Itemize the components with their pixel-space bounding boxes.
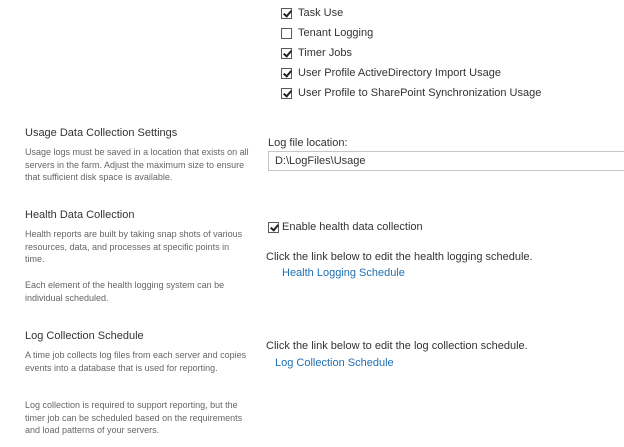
health-data-description: Health reports are built by taking snap shots of various resources, data, and processes at specific points in time. — [25, 229, 243, 264]
log-collection-description-2: Log collection is required to support reporting, but the timer job can be scheduled based on the requirements and load patterns of your servers. — [25, 400, 243, 435]
usage-data-section-title: Usage Data Collection Settings — [25, 127, 178, 139]
enable-health-label: Enable health data collection — [282, 221, 423, 233]
checkbox-row-tenant-logging[interactable] — [281, 25, 373, 41]
tenant-logging-label: Tenant Logging — [298, 27, 374, 39]
log-file-location-label: Log file location: — [268, 137, 348, 149]
sp-sync-usage-label: User Profile to SharePoint Synchronization Usage — [298, 87, 542, 99]
usage-data-description: Usage logs must be saved in a location that exists on all servers in the farm. Adjust the maximum size to ensure that sufficient disk space is available. — [25, 147, 249, 182]
health-data-description-2: Each element of the health logging system can be individual scheduled. — [25, 280, 225, 303]
log-collection-schedule-link[interactable]: Log Collection Schedule — [275, 357, 394, 369]
sp-sync-usage-checkbox[interactable] — [281, 88, 292, 99]
enable-health-checkbox[interactable] — [268, 222, 279, 233]
checkbox-row-ad-import-usage[interactable] — [281, 65, 501, 81]
checkbox-row-timer-jobs[interactable] — [281, 45, 352, 61]
timer-jobs-checkbox[interactable] — [281, 48, 292, 59]
checkbox-row-task-use[interactable] — [281, 5, 343, 21]
log-collection-description: A time job collects log files from each server and copies events into a database that is used for reporting. — [25, 350, 247, 373]
timer-jobs-label: Timer Jobs — [298, 47, 352, 59]
health-schedule-instruction: Click the link below to edit the health logging schedule. — [266, 251, 533, 263]
ad-import-usage-checkbox[interactable] — [281, 68, 292, 79]
log-collection-instruction: Click the link below to edit the log collection schedule. — [266, 340, 528, 352]
task-use-label: Task Use — [298, 7, 344, 19]
enable-health-row[interactable] — [268, 219, 423, 235]
log-collection-section-title: Log Collection Schedule — [25, 330, 144, 342]
log-file-location-input[interactable] — [268, 151, 624, 171]
health-data-section-title: Health Data Collection — [25, 209, 135, 221]
tenant-logging-checkbox[interactable] — [281, 28, 292, 39]
task-use-checkbox[interactable] — [281, 8, 292, 19]
health-logging-schedule-link[interactable]: Health Logging Schedule — [282, 267, 405, 279]
checkbox-row-sp-sync-usage[interactable] — [281, 85, 541, 101]
ad-import-usage-label: User Profile ActiveDirectory Import Usage — [298, 67, 501, 79]
